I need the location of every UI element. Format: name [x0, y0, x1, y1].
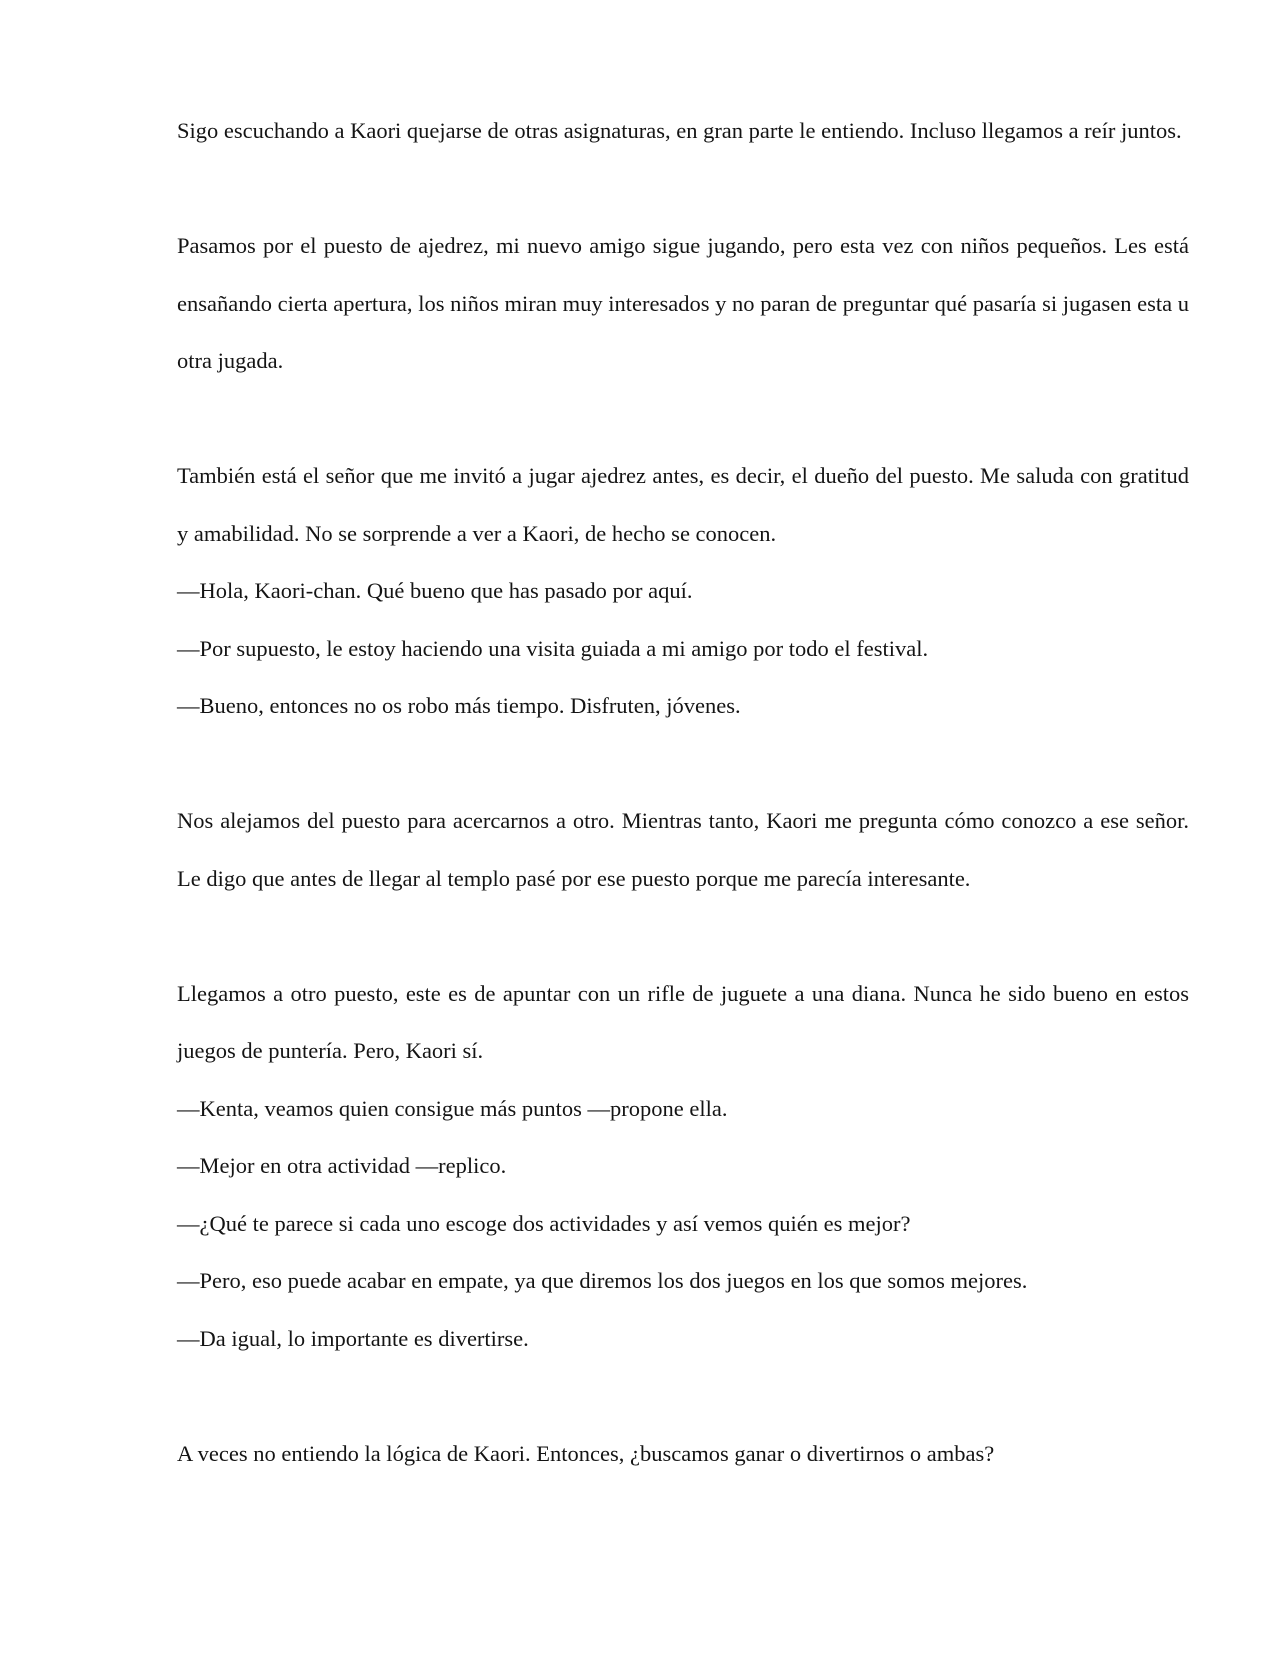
- paragraph-gap: [177, 735, 1189, 793]
- paragraph: Sigo escuchando a Kaori quejarse de otras asignaturas, en gran parte le entiendo. Incluso llegamos a reír juntos.: [177, 118, 1182, 143]
- dialogue-line: —¿Qué te parece si cada uno escoge dos actividades y así vemos quién es mejor?: [177, 1210, 911, 1236]
- paragraph-gap: [177, 907, 1189, 965]
- dialogue-line: —Da igual, lo importante es divertirse.: [177, 1325, 529, 1351]
- dialogue-line: —Hola, Kaori-chan. Qué bueno que has pasado por aquí.: [177, 578, 693, 603]
- paragraph-gap: [177, 160, 1189, 218]
- paragraph-gap: [177, 390, 1189, 448]
- dialogue-line: —Bueno, entonces no os robo más tiempo. Disfruten, jóvenes.: [177, 693, 741, 718]
- dialogue-line: —Pero, eso puede acabar en empate, ya que diremos los dos juegos en los que somos mejores.: [177, 1268, 1028, 1293]
- dialogue-line: —Mejor en otra actividad —replico.: [177, 1153, 507, 1178]
- document-page: [177, 102, 1189, 1482]
- paragraph: Nos alejamos del puesto para acercarnos a otro. Mientras tanto, Kaori me pregunta cómo conozco a ese señor. Le digo que antes de llegar al templo pasé por ese puesto porque me parecía interesante.: [177, 808, 1189, 891]
- paragraph: Pasamos por el puesto de ajedrez, mi nuevo amigo sigue jugando, pero esta vez con niños pequeños. Les está ensañando cierta apertura, los niños miran muy interesados y no paran de preguntar qué pasaría si jugasen esta u otra jugada.: [177, 233, 1189, 373]
- paragraph-gap: [177, 1367, 1189, 1425]
- paragraph: A veces no entiendo la lógica de Kaori. Entonces, ¿buscamos ganar o divertirnos o ambas?: [177, 1440, 995, 1466]
- dialogue-line: —Kenta, veamos quien consigue más puntos —propone ella.: [177, 1095, 728, 1121]
- dialogue-line: —Por supuesto, le estoy haciendo una visita guiada a mi amigo por todo el festival.: [177, 635, 929, 661]
- paragraph: Llegamos a otro puesto, este es de apuntar con un rifle de juguete a una diana. Nunca he sido bueno en estos juegos de puntería. Pero, Kaori sí.: [177, 980, 1189, 1063]
- paragraph: También está el señor que me invitó a jugar ajedrez antes, es decir, el dueño del puesto. Me saluda con gratitud y amabilidad. No se sorprende a ver a Kaori, de hecho se conocen.: [177, 463, 1189, 546]
